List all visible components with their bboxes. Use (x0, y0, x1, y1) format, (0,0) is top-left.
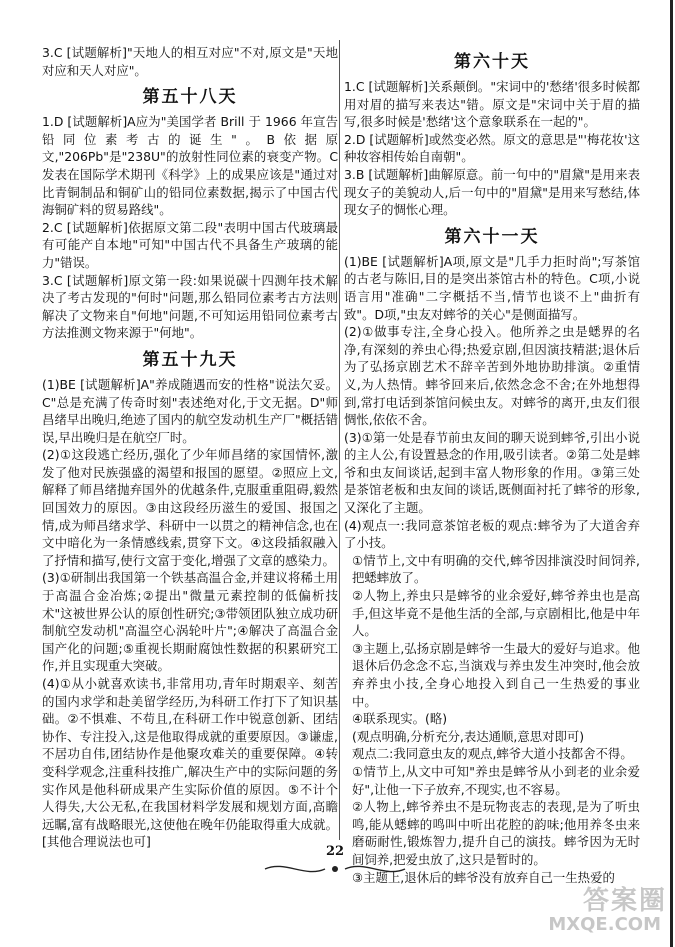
answer-paragraph: ③主题上,弘扬京剧是蟀爷一生最大的爱好与追求。他退休后仍念念不忘,当演戏与养虫发生冲突时,他会放弃养虫小技,全身心地投入到自己一生热爱的事业中。 (352, 640, 640, 709)
answer-paragraph: (4)观点一:我同意茶馆老板的观点:蟀爷为了大道舍弃了小技。 (344, 517, 640, 551)
answer-paragraph: (2)①做事专注,全身心投入。他所养之虫是蟋界的名净,有深刻的养虫心得;热爱京剧,但因演技精湛;退休后为了弘扬京剧艺术不辞辛苦到外地协助排演。②重情义,为人热情。蟀爷回来后,依然念念不舍;在外地想得到,常打电话到茶馆问候虫友。对蟀爷的离开,虫友们很惆怅,依依不舍。 (344, 324, 640, 428)
section-heading: 第六十一天 (444, 226, 540, 247)
page-edge-line (670, 0, 673, 947)
answer-paragraph: ③主题上,退休后的蟀爷没有放弃自己一生热爱的 (352, 869, 615, 885)
answer-paragraph: 3.B [试题解析]曲解原意。前一句中的"眉黛"是用来表现女子的美貌动人,后一句中的"眉黛"是用来写愁结,体现女子的惆怅心理。 (344, 166, 640, 218)
answer-paragraph: ②人物上,蟀爷养虫不是玩物丧志的表现,是为了听虫鸣,能从蟋蟀的鸣叫中听出花腔的韵味;他用养冬虫来磨砺耐性,锻炼智力,提升自己的演技。蟀爷因为无时间饲养,把爱虫放了,这只是暂时的。 (352, 799, 640, 867)
footer-ornament (255, 860, 415, 878)
page-number: 22 (325, 844, 345, 859)
left-column (42, 44, 338, 851)
answer-paragraph: 1.C [试题解析]关系颠倒。"宋词中的'愁绪'很多时候都用对眉的描写来表达"错。原文是"宋词中关于眉的描写,很多时候是'愁绪'这个意象联系在一起的"。 (344, 79, 640, 130)
answer-paragraph: 观点二:我同意虫友的观点,蟀爷大道小技都舍不得。 (352, 746, 633, 762)
answer-paragraph: (1)BE [试题解析]A项,原文是"几手力拒时尚";写茶馆的古老与陈旧,目的是突出茶馆古朴的特色。C项,小说语言用"准确"二字概括不当,情节也谈不上"曲折有致"。D项,"虫友对蟀爷的关心"是侧面描写。 (344, 253, 640, 322)
section-heading: 第六十天 (454, 52, 530, 72)
answer-paragraph: 1.D [试题解析]A应为"美国学者 Brill 于 1966 年宣告铅同位素考古的诞生"。B依据原文,"206Pb"是"238U"的放射性同位素的衰变产物。C发表在国际学术期刊《科学》上的成果应该是"通过对比青铜制品和铜矿山的铅同位素数据,揭示了中国古代海铜矿料的贸易路线"。 (42, 114, 338, 218)
section-heading: 第五十九天 (142, 349, 238, 370)
answer-paragraph: 2.C [试题解析]依据原文第二段"表明中国古代玻璃最有可能产自本地"可知"中国古代不具备生产玻璃的能力"错误。 (42, 219, 338, 270)
answer-paragraph: (4)①从小就喜欢读书,非常用功,青年时期艰辛、刻苦的国内求学和赴美留学经历,为科研工作打下了知识基础。②不惧难、不苟且,在科研工作中锐意创新、团结协作、专注投入,这是他取得成就的重要原因。③谦虚,不居功自伟,团结协作是他聚攻难关的重要保障。④转变科学观念,注重科技推广,解决生产中的实际问题的务实作风是他科研成果产生实际价值的原因。⑤不计个人得失,大公无私,在我国材料学发展和规划方面,高瞻远瞩,富有战略眼光,这使他在晚年仍能取得重大成就。[其他合理说法也可] (42, 676, 338, 850)
answer-paragraph: (1)BE [试题解析]A"养成随遇而安的性格"说法欠妥。C"总是充满了传奇时刻"表述绝对化,于文无据。D"师昌绪早出晚归,绝迹了国内的航空发动机生产厂"概括错误,早出晚归是在航空厂时。 (42, 376, 338, 445)
watermark-url: MXQE.COM (548, 914, 661, 935)
column-divider (339, 40, 340, 840)
page-footer (255, 838, 415, 878)
answer-paragraph: ①情节上,文中有明确的交代,蟀爷因排演没时间饲养,把蟋蟀放了。 (352, 552, 640, 586)
answer-paragraph: 3.C [试题解析]原文第一段:如果说碳十四测年技术解决了考古发现的"何时"问题,那么铅同位素考古方法则解决了文物来自"何地"问题,不可知运用铅同位素考古方法推测文物来源于"何地"。 (42, 272, 338, 341)
answer-paragraph: 3.C [试题解析]"天地人的相互对应"不对,原文是"天地对应和天人对应"。 (42, 45, 338, 78)
answer-paragraph: (3)①第一处是春节前虫友间的聊天说到蟀爷,引出小说的主人公,有设置悬念的作用,吸引读者。②第二处是蟀爷和虫友间谈话,起到丰富人物形象的作用。③第三处是茶馆老板和虫友间的谈话,既侧面衬托了蟀爷的形象,又深化了主题。 (344, 429, 640, 516)
section-heading: 第五十八天 (142, 87, 238, 108)
watermark-logo-text: 答案圈 (582, 886, 667, 916)
answer-paragraph: (2)①这段逃亡经历,强化了少年师昌绪的家国情怀,激发了他对民族强盛的渴望和报国的愿望。②照应上文,解释了师昌绪抛弃国外的优越条件,克服重重阻碍,毅然回国效力的原因。③由这段经历滋生的爱国、报国之情,成为师昌绪求学、科研中一以贯之的精神信念,也在文中暗化为一条情感线索,贯穿下文。④这段插叙融入了抒情和描写,使行文富于变化,增强了文章的感染力。 (42, 447, 338, 568)
answer-paragraph: ④联系现实。(略) (352, 711, 448, 727)
watermark (497, 880, 667, 940)
answer-paragraph: ①情节上,从文中可知"养虫是蟀爷从小到老的业余爱好",让他一下子放弃,不现实,也不容易。 (352, 763, 640, 797)
answer-paragraph: (3)①研制出我国第一个铁基高温合金,并建议将稀土用于高温合金冶炼;②提出"微量元素控制的低偏析技术"这被世界公认的原创性研究;③带领团队独立成功研制航空发动机"高温空心涡轮叶片";④解决了高温合金国产化的问题;⑤重视长期耐腐蚀性数据的积累研究工作,并且实现重大突破。 (42, 570, 338, 674)
answer-paragraph: 2.D [试题解析]或然变必然。原文的意思是"'梅花妆'这种妆容相传始自南朝"。 (344, 131, 640, 165)
answer-paragraph: ②人物上,养虫只是蟀爷的业余爱好,蟀爷养虫也是高手,但这毕竟不是他生活的全部,与京剧相比,他是中年人。 (352, 588, 640, 639)
right-column (344, 44, 640, 886)
answer-paragraph: (观点明确,分析充分,表达通顺,意思对即可) (352, 728, 585, 744)
